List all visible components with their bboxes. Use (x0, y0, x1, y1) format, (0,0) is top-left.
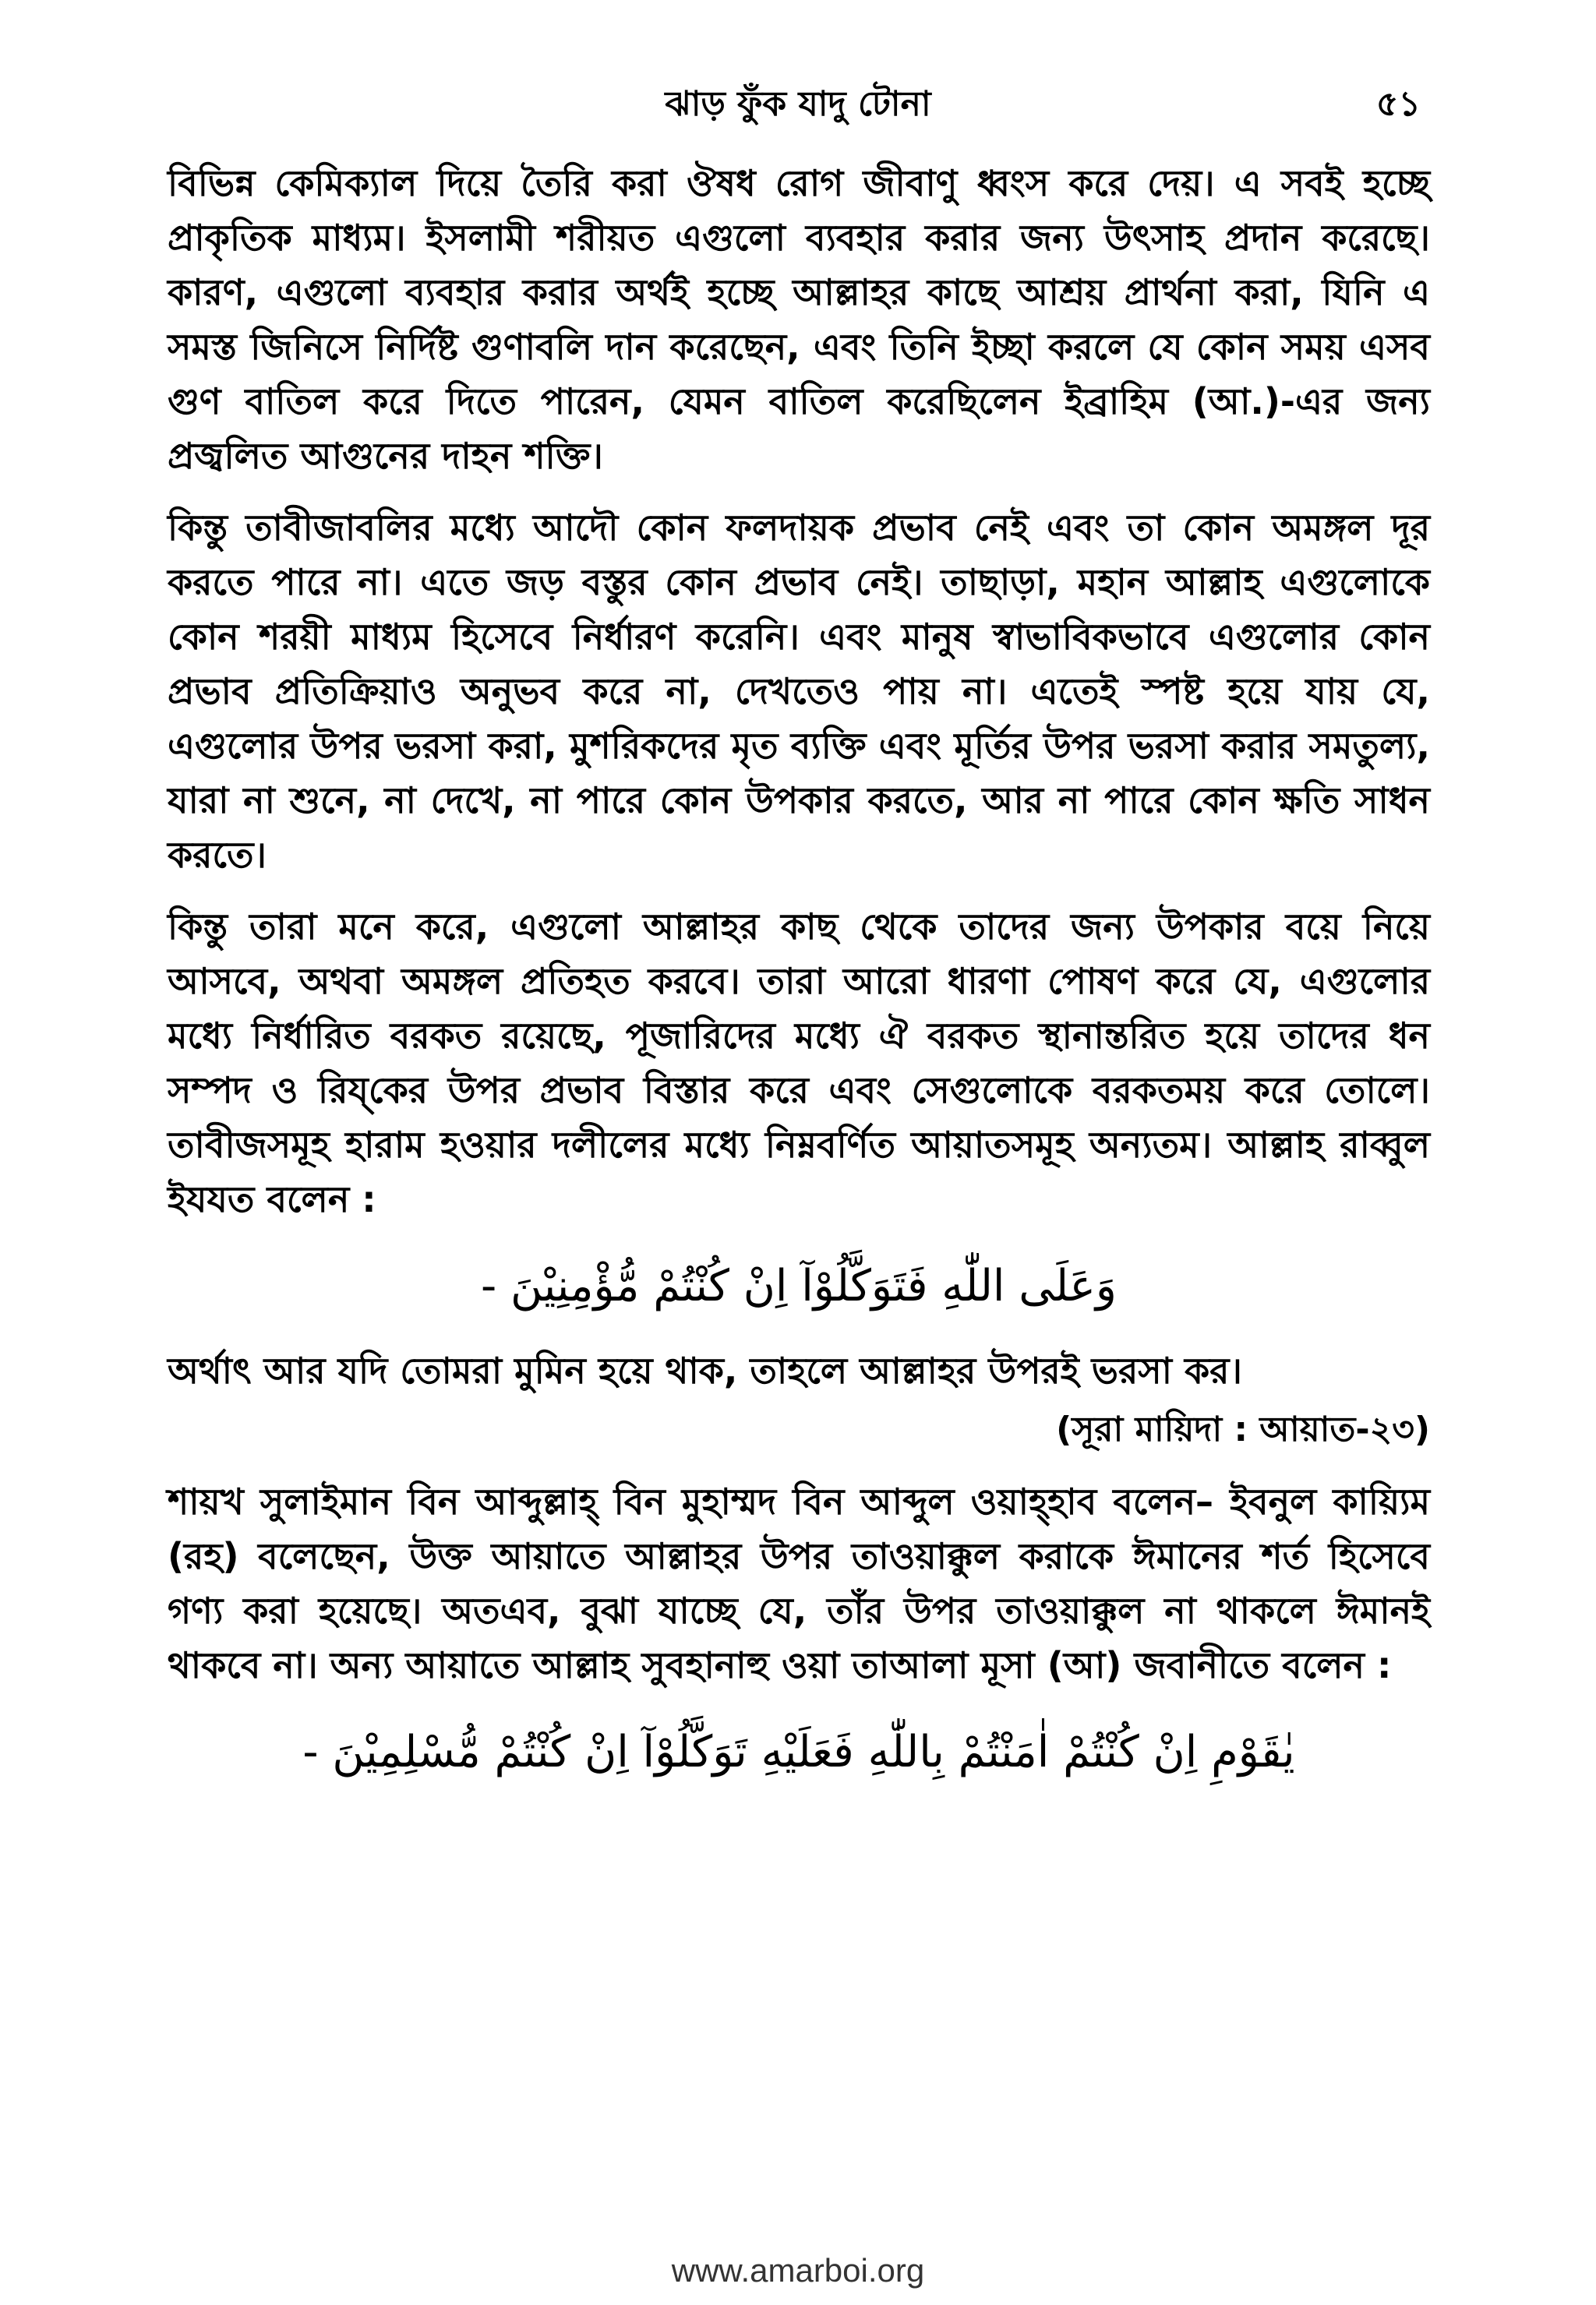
arabic-verse-1: وَعَلَى اللّٰهِ فَتَوَكَّلُوْآ اِنْ كُنْتُمْ مُّؤْمِنِيْنَ - (481, 1261, 1117, 1311)
paragraph-3: কিন্তু তারা মনে করে, এগুলো আল্লাহর কাছ থেকে তাদের জন্য উপকার বয়ে নিয়ে আসবে, অথবা অমঙ্গল প্রতিহত করবে। তারা আরো ধারণা পোষণ করে যে, এগুলোর মধ্যে নির্ধারিত বরকত রয়েছে, পূজারিদের মধ্যে ঐ বরকত স্থানান্তরিত হয়ে তাদের ধন সম্পদ ও রিয্‌কের উপর প্রভাব বিস্তার করে এবং সেগুলোকে বরকতময় করে তোলে। তাবীজসমূহ হারাম হওয়ার দলীলের মধ্যে নিম্নবর্ণিত আয়াতসমূহ অন্যতম। আল্লাহ রাব্বুল ইযযত বলেন : (168, 905, 1430, 1220)
paragraph-4: শায়খ সুলাইমান বিন আব্দুল্লাহ্ বিন মুহাম্মদ বিন আব্দুল ওয়াহ্হাব বলেন– ইবনুল কায়্যিম (রহ) বলেছেন, উক্ত আয়াতে আল্লাহর উপর তাওয়াক্কুল করাকে ঈমানের শর্ত হিসেবে গণ্য করা হয়েছে। অতএব, বুঝা যাচ্ছে যে, তাঁর উপর তাওয়াক্কুল না থাকলে ঈমানই থাকবে না। অন্য আয়াতে আল্লাহ সুবহানাহু ওয়া তাআলা মূসা (আ) জবানীতে বলেন : (168, 1481, 1430, 1686)
page-header (0, 78, 1596, 140)
verse-1-translation: অর্থাৎ আর যদি তোমরা মুমিন হয়ে থাক, তাহলে আল্লাহর উপরই ভরসা কর। (168, 1350, 1242, 1392)
arabic-verse-2: يٰقَوْمِ اِنْ كُنْتُمْ اٰمَنْتُمْ بِاللّٰهِ فَعَلَيْهِ تَوَكَّلُوْآ اِنْ كُنْتُمْ مُّسْلِمِيْنَ - (302, 1727, 1295, 1777)
paragraph-1: বিভিন্ন কেমিক্যাল দিয়ে তৈরি করা ঔষধ রোগ জীবাণু ধ্বংস করে দেয়। এ সবই হচ্ছে প্রাকৃতিক মাধ্যম। ইসলামী শরীয়ত এগুলো ব্যবহার করার জন্য উৎসাহ প্রদান করেছে। কারণ, এগুলো ব্যবহার করার অর্থই হচ্ছে আল্লাহর কাছে আশ্রয় প্রার্থনা করা, যিনি এ সমস্ত জিনিসে নির্দিষ্ট গুণাবলি দান করেছেন, এবং তিনি ইচ্ছা করলে যে কোন সময় এসব গুণ বাতিল করে দিতে পারেন, যেমন বাতিল করেছিলেন ইব্রাহিম (আ.)-এর জন্য প্রজ্বলিত আগুনের দাহন শক্তি। (168, 162, 1430, 477)
page-body (168, 156, 1430, 1809)
verse-1-reference: (সূরা মায়িদা : আয়াত-২৩) (1056, 1410, 1430, 1449)
paragraph-2: কিন্তু তাবীজাবলির মধ্যে আদৌ কোন ফলদায়ক প্রভাব নেই এবং তা কোন অমঙ্গল দূর করতে পারে না। এতে জড় বস্তুর কোন প্রভাব নেই। তাছাড়া, মহান আল্লাহ এগুলোকে কোন শরয়ী মাধ্যম হিসেবে নির্ধারণ করেনি। এবং মানুষ স্বাভাবিকভাবে এগুলোর কোন প্রভাব প্রতিক্রিয়াও অনুভব করে না, দেখতেও পায় না। এতেই স্পষ্ট হয়ে যায় যে, এগুলোর উপর ভরসা করা, মুশরিকদের মৃত ব্যক্তি এবং মূর্তির উপর ভরসা করার সমতুল্য, যারা না শুনে, না দেখে, না পারে কোন উপকার করতে, আর না পারে কোন ক্ষতি সাধন করতে। (168, 507, 1430, 876)
running-title: ঝাড় ফুঁক যাদু টোনা (665, 84, 931, 124)
page-number: ৫১ (1375, 84, 1421, 124)
footer-url: www.amarboi.org (671, 2252, 925, 2289)
